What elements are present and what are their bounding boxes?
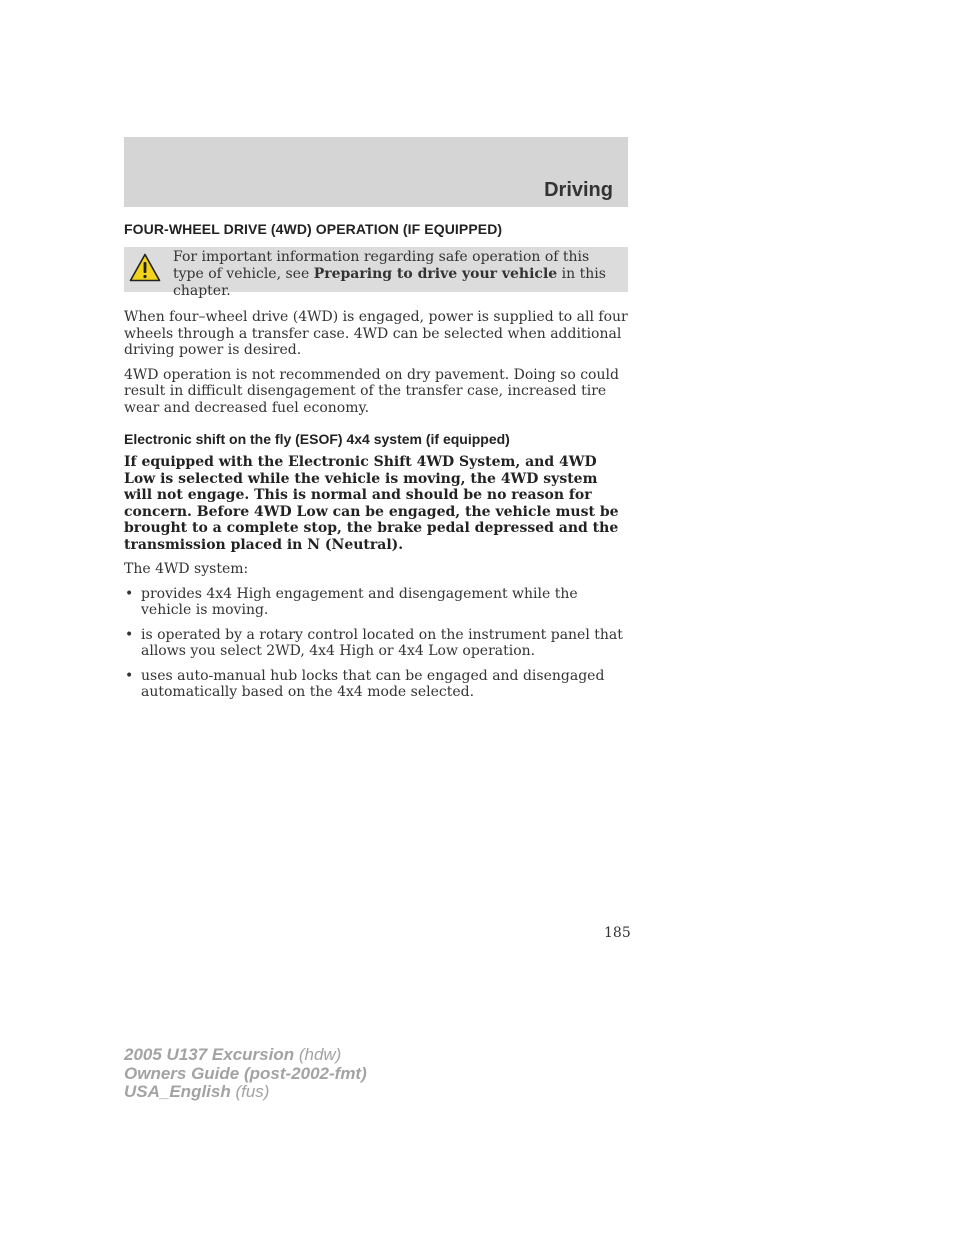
subheading-esof: Electronic shift on the fly (ESOF) 4x4 system (if equipped)	[124, 431, 510, 447]
warning-text-before: For important information regarding safe operation of this type of vehicle, see	[173, 249, 590, 282]
bullet-dot: •	[125, 667, 134, 684]
footer-model: 2005 U137 Excursion	[124, 1045, 295, 1064]
footer-language: USA_English	[124, 1082, 231, 1101]
section-title: Driving	[544, 179, 613, 201]
page-heading: FOUR-WHEEL DRIVE (4WD) OPERATION (IF EQUIPPED)	[124, 221, 503, 237]
page-number: 185	[604, 925, 631, 941]
list-item	[124, 627, 628, 660]
list-intro: The 4WD system:	[124, 561, 249, 577]
footer-guide-format: Owners Guide (post-2002-fmt)	[124, 1063, 367, 1083]
section-header-band	[124, 137, 628, 207]
footer-line-3	[124, 1083, 367, 1102]
list-item-text: is operated by a rotary control located on the instrument panel that allows you select 2WD, 4x4 High or 4x4 Low operation.	[141, 626, 623, 659]
bullet-dot: •	[125, 626, 134, 643]
warning-triangle-icon	[129, 253, 161, 282]
paragraph-4wd-engaged: When four–wheel drive (4WD) is engaged, power is supplied to all four wheels through a transfer case. 4WD can be selected when additional driving power is desired.	[124, 309, 628, 358]
footer-language-code: (fus)	[230, 1082, 270, 1101]
footer-line-1	[124, 1046, 367, 1065]
bullet-dot: •	[125, 585, 134, 602]
bold-notice-paragraph: If equipped with the Electronic Shift 4WD System, and 4WD Low is selected while the vehicle is moving, the 4WD system will not engage. This is normal and should be no reason for concern. Before 4WD Low can be engaged, the vehicle must be brought to a complete stop, the brake pedal depressed and the transmission placed in N (Neutral).	[124, 454, 619, 553]
document-footer	[124, 1046, 367, 1102]
warning-text-after: in this chapter.	[173, 266, 606, 299]
list-item	[124, 586, 628, 619]
footer-line-2	[124, 1065, 367, 1084]
warning-link-text: Preparing to drive your vehicle	[313, 266, 558, 282]
warning-text	[173, 249, 624, 300]
footer-model-code: (hdw)	[294, 1045, 342, 1064]
list-item-text: provides 4x4 High engagement and disengagement while the vehicle is moving.	[141, 585, 578, 618]
feature-list	[124, 586, 628, 701]
page-content	[124, 221, 628, 709]
list-item	[124, 668, 628, 701]
paragraph-dry-pavement: 4WD operation is not recommended on dry pavement. Doing so could result in difficult disengagement of the transfer case, increased tire wear and decreased fuel economy.	[124, 366, 619, 416]
list-item-text: uses auto-manual hub locks that can be engaged and disengaged automatically based on the 4x4 mode selected.	[141, 667, 605, 700]
warning-box	[124, 247, 628, 299]
